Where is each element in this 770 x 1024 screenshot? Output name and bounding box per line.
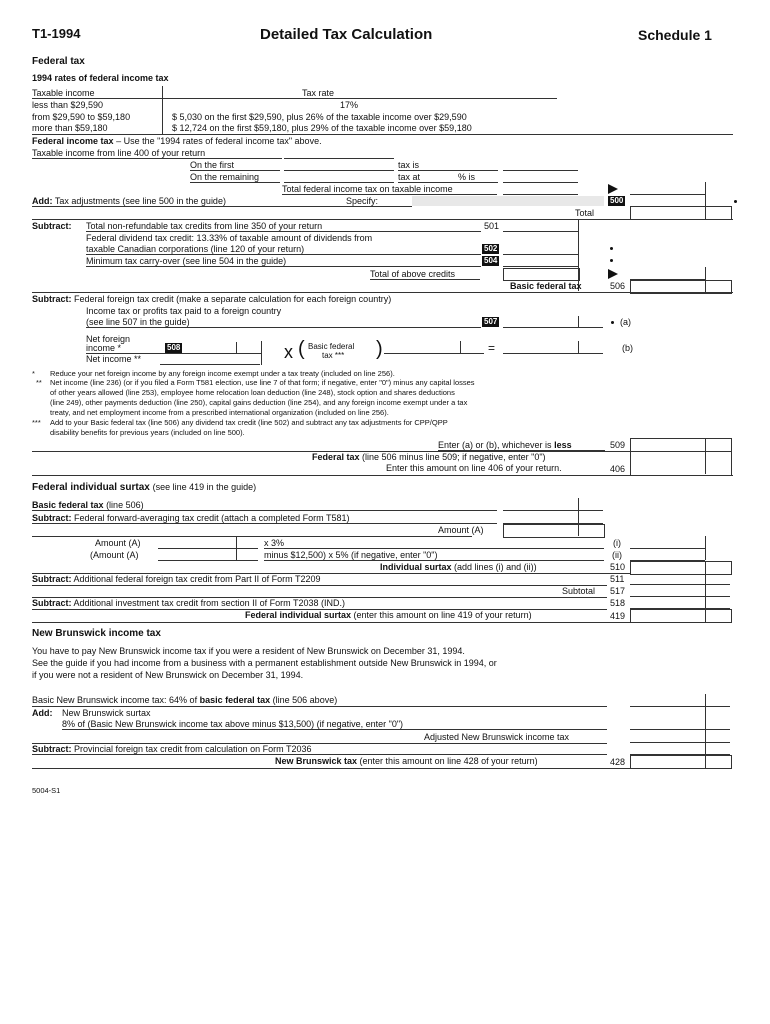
line-506-label: 506 xyxy=(610,281,626,291)
total-on-taxable-field[interactable] xyxy=(503,194,578,195)
total-label: Total xyxy=(575,208,595,218)
enter-a-or-b: Enter (a) or (b), whichever is less xyxy=(438,440,572,450)
line-507-badge: 507 xyxy=(484,317,498,326)
line-504-field[interactable] xyxy=(503,266,578,267)
nb-basic-line: Basic New Brunswick income tax: 64% of basic federal tax (line 506 above) xyxy=(32,695,338,705)
section-rule xyxy=(32,768,630,769)
on-remaining-field[interactable] xyxy=(284,182,394,183)
fis-line: Federal individual surtax (enter this amount on line 419 of your return) xyxy=(245,610,532,620)
section-rule xyxy=(32,219,733,220)
foreign-credit-line: Subtract: Federal foreign tax credit (make a separate calculation for each foreign country) xyxy=(32,294,392,304)
footnote-text: Reduce your net foreign income by any foreign income exempt under a tax treaty (included on line 256). xyxy=(50,369,395,378)
tax-at-field[interactable] xyxy=(398,182,498,183)
amount-a-field[interactable] xyxy=(503,524,605,538)
row-rule xyxy=(32,158,282,159)
arrow-right-icon xyxy=(608,184,618,194)
basic-fed-fraction: Basic federal xyxy=(308,342,355,351)
footnote-text: Add to your Basic federal tax (line 506) any dividend tax credit (line 502) and subtract any tax adjustments for CPP/QPP xyxy=(50,418,448,427)
open-paren: ( xyxy=(298,338,305,360)
bullet-icon xyxy=(734,200,737,203)
schedule-label: Schedule 1 xyxy=(638,27,712,43)
line-419-label: 419 xyxy=(610,611,626,621)
nb-surtax-label: New Brunswick surtax xyxy=(62,708,151,718)
credit-350-label: Total non-refundable tax credits from line 350 of your return xyxy=(86,221,323,231)
x3-label: x 3% xyxy=(264,538,285,548)
dividend-credit-label-2: taxable Canadian corporations (line 120 of your return) xyxy=(86,244,305,254)
nb-basic-field[interactable] xyxy=(630,706,730,707)
adjusted-nb-label: Adjusted New Brunswick income tax xyxy=(424,732,570,742)
basic-federal-tax-label: Basic federal tax xyxy=(510,281,582,291)
row-rule xyxy=(32,585,607,586)
row-rule xyxy=(32,754,607,755)
mark-a: (a) xyxy=(620,317,631,327)
line-518-label: 518 xyxy=(610,598,626,608)
row-rule xyxy=(32,706,607,707)
row-rule xyxy=(32,510,497,511)
row-rule xyxy=(282,194,497,195)
footnote-mark: *** xyxy=(32,418,41,427)
nb-paragraph: You have to pay New Brunswick income tax if you were a resident of New Brunswick on December 31, 1994. xyxy=(32,646,465,656)
net-income-label: Net income ** xyxy=(86,354,142,364)
nb-tax-line: New Brunswick tax (enter this amount on line 428 of your return) xyxy=(275,756,538,766)
section-rule xyxy=(32,622,630,623)
minus-label: minus $12,500) x 5% (if negative, enter "0") xyxy=(264,550,438,560)
on-first-label: On the first xyxy=(190,160,235,170)
row-rule xyxy=(86,327,481,328)
footnote-text: disability benefits for previous years (included on line 500). xyxy=(50,428,245,437)
basic-fed-fraction-2: tax *** xyxy=(322,351,345,360)
equals-sign: = xyxy=(488,341,496,355)
total-on-taxable-label: Total federal income tax on taxable income xyxy=(282,184,453,194)
line-510-label: 510 xyxy=(610,562,626,572)
tax-is-field[interactable] xyxy=(503,170,578,171)
table-divider xyxy=(162,86,163,134)
col-tax-rate: Tax rate xyxy=(302,88,335,98)
total-field[interactable] xyxy=(630,206,732,220)
rate-row-income: less than $29,590 xyxy=(32,100,104,110)
line-517-field[interactable] xyxy=(630,596,730,597)
footnote-text: Net income (line 236) (or if you filed a Form T581 election, use line 7 of that form; if negative, enter "0") minus any capital losses xyxy=(50,378,475,387)
line-504-badge: 504 xyxy=(484,256,498,265)
cents-divider xyxy=(236,537,237,561)
fraction-bracket xyxy=(261,341,262,365)
line-511-field[interactable] xyxy=(630,584,730,585)
nb-surtax-calc: 8% of (Basic New Brunswick income tax above minus $13,500) (if negative, enter "0") xyxy=(62,719,404,729)
line-i-field[interactable] xyxy=(630,548,705,549)
net-income-field[interactable] xyxy=(160,364,260,365)
cents-divider xyxy=(705,536,706,560)
col-taxable-income: Taxable income xyxy=(32,88,95,98)
section-rule xyxy=(32,292,733,293)
subtotal-label: Subtotal xyxy=(562,586,596,596)
surtax-heading: Federal individual surtax (see line 419 in the guide) xyxy=(32,482,257,493)
specify-label: Specify: xyxy=(346,196,379,206)
footnote-mark: ** xyxy=(36,378,42,387)
line-507-field[interactable] xyxy=(503,327,603,328)
enter-406-label: Enter this amount on line 406 of your return. xyxy=(386,463,562,473)
bullet-icon xyxy=(610,259,613,262)
net-foreign-label-2: income * xyxy=(86,343,122,353)
additional-foreign-line: Subtract: Additional federal foreign tax credit from Part II of Form T2209 xyxy=(32,574,321,584)
close-paren: ) xyxy=(376,338,383,360)
row-rule xyxy=(264,560,604,561)
foreign-tax-paid-label: Income tax or profits tax paid to a foreign country xyxy=(86,306,282,316)
line-501-label: 501 xyxy=(484,221,500,231)
adjusted-nb-field[interactable] xyxy=(630,742,730,743)
line-509-label: 509 xyxy=(610,440,626,450)
on-remaining-label: On the remaining xyxy=(190,172,260,182)
tax-at-label: tax at xyxy=(398,172,421,182)
arrow-right-icon xyxy=(608,269,618,279)
line-510-field[interactable] xyxy=(630,561,732,575)
row-rule xyxy=(86,266,481,267)
line-500-badge: 500 xyxy=(610,196,624,205)
footnote-text: of other years allowed (line 253), employee home relocation loan deduction (line 248), stock option and shares deductions xyxy=(50,388,455,397)
footnote-text: treaty, and net employment income from a prescribed international organization (included on line 256). xyxy=(50,408,389,417)
mark-ii: (ii) xyxy=(612,550,622,560)
federal-tax-line: Federal tax (line 506 minus line 509; if negative, enter "0") xyxy=(312,452,546,462)
taxable-from-label: Taxable income from line 400 of your return xyxy=(32,148,206,158)
footnote-text: (line 249), other payments deduction (line 250), capital gains deduction (line 254), and any foreign income exempt under a tax xyxy=(50,398,468,407)
footnote-mark: * xyxy=(32,369,35,378)
nb-paragraph: See the guide if you had income from a business with a permanent establishment outside New Brunswick in 1994, or xyxy=(32,658,497,668)
nb-paragraph: if you were not a resident of New Brunswick on December 31, 1994. xyxy=(32,670,304,680)
row-rule xyxy=(190,182,280,183)
dividend-credit-label: Federal dividend tax credit: 13.33% of taxable amount of dividends from xyxy=(86,233,373,243)
row-rule xyxy=(62,729,607,730)
cents-divider xyxy=(578,316,579,328)
cents-divider xyxy=(236,342,237,354)
line-428-label: 428 xyxy=(610,757,626,767)
line-509-field[interactable] xyxy=(630,438,732,452)
total-above-credits-label: Total of above credits xyxy=(370,269,456,279)
taxable-income-field[interactable] xyxy=(284,158,394,159)
federal-tax-heading: Federal tax xyxy=(32,56,85,67)
section-rule xyxy=(32,134,733,135)
subtract-label: Subtract: xyxy=(32,221,72,231)
surtax-basic-field[interactable] xyxy=(503,510,603,511)
basic-fed-field[interactable] xyxy=(384,353,484,354)
row-rule xyxy=(264,548,604,549)
pct-is-field[interactable] xyxy=(503,182,578,183)
min-tax-label: Minimum tax carry-over (see line 504 in the guide) xyxy=(86,256,287,266)
times-sign: x xyxy=(284,342,293,362)
row-rule xyxy=(190,170,280,171)
form-code: 5004-S1 xyxy=(32,786,61,795)
line-406-label: 406 xyxy=(610,464,626,474)
rate-row-income: more than $59,180 xyxy=(32,123,108,133)
row-rule xyxy=(370,279,480,280)
tax-is-label: tax is xyxy=(398,160,420,170)
line-517-label: 517 xyxy=(610,586,626,596)
row-rule xyxy=(32,536,472,537)
bullet-icon xyxy=(611,321,614,324)
amount-a-ref: Amount (A) xyxy=(95,538,141,548)
line-511-label: 511 xyxy=(610,574,625,584)
line-502-field[interactable] xyxy=(503,254,578,255)
foreign-tax-paid-label-2: (see line 507 in the guide) xyxy=(86,317,190,327)
net-foreign-label: Net foreign xyxy=(86,334,131,344)
mark-b: (b) xyxy=(622,343,633,353)
rates-heading: 1994 rates of federal income tax xyxy=(32,73,169,83)
nb-surtax-field[interactable] xyxy=(630,729,730,730)
row-rule xyxy=(86,254,481,255)
individual-surtax-line: Individual surtax (add lines (i) and (ii)) xyxy=(380,562,537,572)
bullet-icon xyxy=(610,247,613,250)
total-on-taxable-result[interactable] xyxy=(630,194,705,195)
result-b-field[interactable] xyxy=(503,353,603,354)
specify-field[interactable] xyxy=(412,196,604,206)
form-id: T1-1994 xyxy=(32,26,81,41)
surtax-basic-line: Basic federal tax (line 506) xyxy=(32,500,144,510)
table-rule xyxy=(32,98,557,99)
cents-divider xyxy=(705,206,706,219)
rate-row-income: from $29,590 to $59,180 xyxy=(32,112,131,122)
row-rule xyxy=(32,206,412,207)
add-tax-adjustments: Add: Tax adjustments (see line 500 in the guide) xyxy=(32,196,226,206)
rate-row-rate: $ 5,030 on the first $29,590, plus 26% of the taxable income over $29,590 xyxy=(172,112,467,122)
amount-a-ref-field-2[interactable] xyxy=(158,560,258,561)
row-rule xyxy=(86,231,481,232)
amount-a-ref-field[interactable] xyxy=(158,548,258,549)
cents-divider xyxy=(578,341,579,353)
total-credits-field[interactable] xyxy=(503,268,580,281)
line-406-field[interactable] xyxy=(630,451,732,476)
row-rule xyxy=(32,523,497,524)
nb-heading: New Brunswick income tax xyxy=(32,628,161,639)
additional-investment-line: Subtract: Additional investment tax credit from section II of Form T2038 (IND.) xyxy=(32,598,345,608)
rate-row-rate: 17% xyxy=(340,100,359,110)
mark-i: (i) xyxy=(613,538,621,548)
nb-foreign-line: Subtract: Provincial foreign tax credit from calculation on Form T2036 xyxy=(32,744,312,754)
on-first-field[interactable] xyxy=(284,170,394,171)
row-rule xyxy=(398,170,498,171)
cents-divider xyxy=(460,341,461,353)
line-419-field[interactable] xyxy=(630,609,732,623)
line-428-field[interactable] xyxy=(630,755,732,769)
amount-a-ref-2: (Amount (A) xyxy=(90,550,139,560)
nb-add-label: Add: xyxy=(32,708,53,718)
line-508-badge: 508 xyxy=(167,343,181,352)
pct-is-label: % is xyxy=(458,172,476,182)
income-tax-line: Federal income tax – Use the "1994 rates of federal income tax" above. xyxy=(32,136,322,146)
section-rule xyxy=(32,475,733,476)
amount-a-label: Amount (A) xyxy=(438,525,484,535)
page-title: Detailed Tax Calculation xyxy=(260,26,433,43)
rate-row-rate: $ 12,724 on the first $59,180, plus 29% of the taxable income over $59,180 xyxy=(172,123,472,133)
line-502-badge: 502 xyxy=(484,244,498,253)
surtax-forward-line: Subtract: Federal forward-averaging tax credit (attach a completed Form T581) xyxy=(32,513,350,523)
line-501-field[interactable] xyxy=(503,231,578,232)
